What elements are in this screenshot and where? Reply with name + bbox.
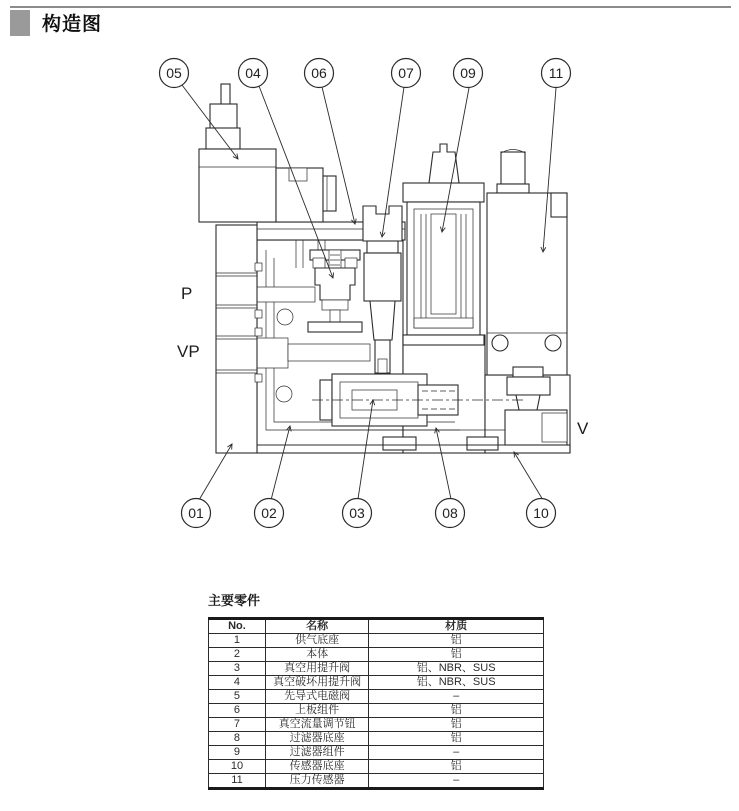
table-cell: 铝、NBR、SUS [369,676,544,690]
table-row [209,634,544,648]
clip [255,328,262,336]
parts-table-section [208,590,548,790]
table-row [209,704,544,718]
table-cell: 本体 [265,648,368,662]
table-cell: – [369,746,544,760]
table-cell: 压力传感器 [265,774,368,789]
callout-label: 04 [245,65,261,81]
filter-unit [403,144,484,345]
table-header-row [209,619,544,634]
port-hole [276,386,292,402]
table-cell: 1 [209,634,266,648]
port-label-v: V [577,419,589,438]
callout-01 [182,499,211,528]
page-title: 构造图 [42,14,103,35]
table-row [209,774,544,789]
callout-06 [305,59,334,88]
table-cell: 真空用提升阀 [265,662,368,676]
table-cell: 11 [209,774,266,789]
table-cell: 10 [209,760,266,774]
callout-label: 05 [166,65,182,81]
callout-label: 02 [261,505,277,521]
callout-05 [160,59,189,88]
solenoid-valve [199,84,336,222]
vp-passage [288,344,370,361]
callout-09 [454,59,483,88]
callout-03 [343,499,372,528]
table-row [209,732,544,746]
table-row [209,676,544,690]
table-cell: – [369,690,544,704]
parts-table [208,617,544,790]
table-cell: 铝 [369,648,544,662]
callout-11 [542,59,571,88]
callout-label: 09 [460,65,476,81]
callout-04 [239,59,268,88]
table-cell: 铝 [369,760,544,774]
table-cell: 过滤器组件 [265,746,368,760]
table-row [209,648,544,662]
table-cell: 铝 [369,732,544,746]
table-row [209,718,544,732]
table-cell: 4 [209,676,266,690]
p-passage [257,287,315,302]
col-header-name: 名称 [265,619,368,634]
callout-label: 03 [349,505,365,521]
callout-label: 06 [311,65,327,81]
table-cell: 铝、NBR、SUS [369,662,544,676]
table-cell: 真空流量调节钮 [265,718,368,732]
table-cell: – [369,774,544,789]
callout-label: 01 [188,505,204,521]
callout-07 [392,59,421,88]
callout-label: 07 [398,65,414,81]
table-cell: 上板组件 [265,704,368,718]
table-cell: 铝 [369,704,544,718]
table-cell: 8 [209,732,266,746]
clip [255,374,262,382]
vp-passage [257,338,288,368]
table-row [209,746,544,760]
port-label-vp: VP [177,342,200,361]
table-row [209,662,544,676]
clip [255,310,262,318]
table-cell: 过滤器底座 [265,732,368,746]
callout-label: 10 [533,505,549,521]
clip [255,263,262,271]
table-cell: 供气底座 [265,634,368,648]
col-header-material: 材质 [369,619,544,634]
table-cell: 2 [209,648,266,662]
parts-table-title: 主要零件 [208,593,261,608]
callout-label: 11 [548,65,564,81]
table-cell: 3 [209,662,266,676]
assembly-drawing [199,84,570,453]
col-header-no: No. [209,619,266,634]
table-cell: 传感器底座 [265,760,368,774]
table-row [209,760,544,774]
table-cell: 5 [209,690,266,704]
table-cell: 9 [209,746,266,760]
callout-10 [527,499,556,528]
port-label-p: P [181,284,193,303]
table-cell: 铝 [369,718,544,732]
callout-label: 08 [442,505,458,521]
port-hole [277,309,293,325]
table-cell: 先导式电磁阀 [265,690,368,704]
table-row [209,690,544,704]
table-cell: 真空破坏用提升阀 [265,676,368,690]
table-cell: 铝 [369,634,544,648]
table-cell: 7 [209,718,266,732]
callout-08 [436,499,465,528]
table-cell: 6 [209,704,266,718]
callout-02 [255,499,284,528]
